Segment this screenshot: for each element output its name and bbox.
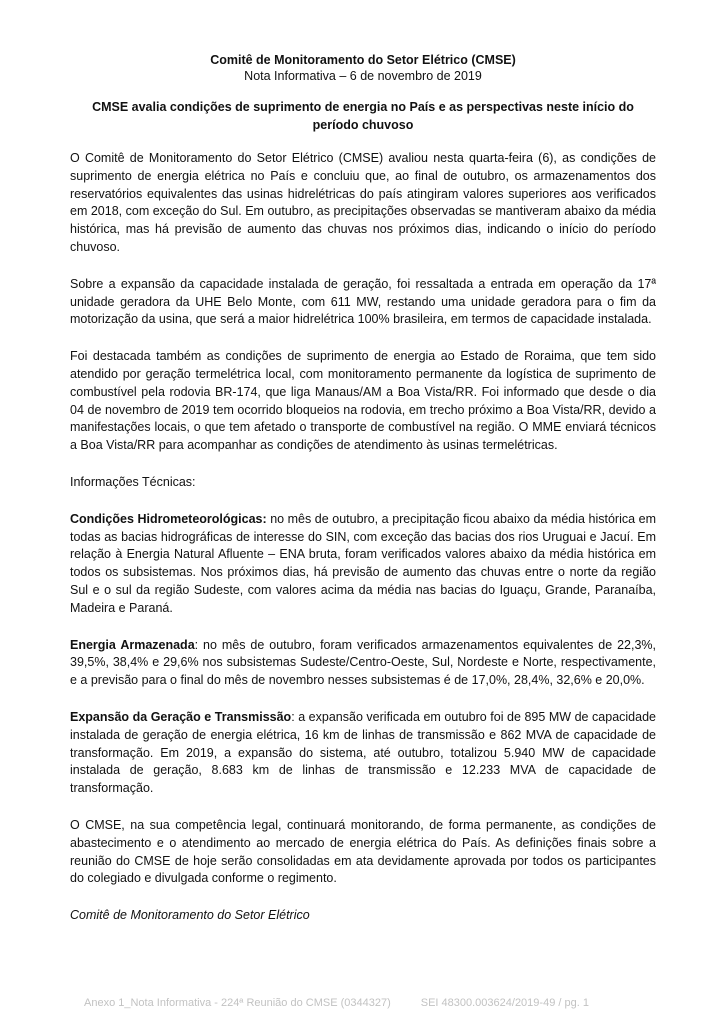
technical-heading: Informações Técnicas: xyxy=(70,474,196,489)
paragraph-storage xyxy=(70,637,656,690)
paragraph-expansion: Sobre a expansão da capacidade instalada de geração, foi ressaltada a entrada em operação da 17ª unidade geradora da UHE Belo Monte, com 611 MW, restando uma unidade geradora para o fim da motorização da usina, que será a maior hidrelétrica 100% brasileira, em termos de capacidade instalada. xyxy=(70,276,656,327)
paragraph-roraima: Foi destacada também as condições de suprimento de energia ao Estado de Roraima, que tem sido atendido por geração termelétrica local, com monitoramento permanente da logística de suprimento de combustível pela rodovia BR-174, que liga Manaus/AM a Boa Vista/RR. Foi informado que desde o dia 04 de novembro de 2019 tem ocorrido bloqueios na rodovia, em trecho próximo a Boa Vista/RR, devido a manifestações locais, o que tem afetado o transporte de combustível na região. O MME enviará técnicos a Boa Vista/RR para acompanhar as condições de atendimento às usinas termelétricas. xyxy=(70,349,656,453)
expansion-label: Expansão da Geração e Transmissão xyxy=(70,709,292,724)
storage-label: Energia Armazenada xyxy=(70,637,195,652)
expansion-text: : a expansão verificada em outubro foi de 895 MW de capacidade instalada de geração de energia elétrica, 16 km de linhas de transmissão e 862 MVA de capacidade de transformação. Em 2019, a expansão do sistema, até outubro, totalizou 5.940 MW de capacidade instalada de geração, 8.683 km de linhas de transmissão e 12.233 MVA de capacidade de transformação. xyxy=(70,709,656,796)
paragraph-closing: O CMSE, na sua competência legal, continuará monitorando, de forma permanente, as condições de abastecimento e o atendimento ao mercado de energia elétrica do País. As definições finais sobre a reunião do CMSE de hoje serão consolidadas em ata devidamente aprovada por todos os participantes do colegiado e divulgada conforme o regimento. xyxy=(70,817,656,886)
hydro-text: no mês de outubro, a precipitação ficou abaixo da média histórica em todas as bacias hidrográficas de interesse do SIN, com exceção das bacias dos rios Uruguai e Jacuí. Em relação à Energia Natural Afluente – ENA bruta, foram verificados valores abaixo da média histórica em todos os subsistemas. Nos próximos dias, há previsão de aumento das chuvas entre o norte da região Sul e o sul da região Sudeste, com valores acima da média nas bacias do Iguaçu, Grande, Paranaíba, Madeira e Paraná. xyxy=(70,511,656,615)
paragraph-hydro xyxy=(70,511,656,618)
paragraph-generation-transmission xyxy=(70,709,656,798)
document-subtitle: Nota Informativa – 6 de novembro de 2019 xyxy=(244,69,482,83)
document-title: Comitê de Monitoramento do Setor Elétrico (CMSE) xyxy=(210,53,516,67)
hydro-label: Condições Hidrometeorológicas: xyxy=(70,511,267,526)
footer-document-ref: Anexo 1_Nota Informativa - 224ª Reunião do CMSE (0344327) xyxy=(84,997,391,1009)
footer-sei-ref: SEI 48300.003624/2019-49 / pg. 1 xyxy=(420,997,589,1009)
page-footer xyxy=(84,997,644,1009)
storage-text: : no mês de outubro, foram verificados armazenamentos equivalentes de 22,3%, 39,5%, 38,4% e 29,6% nos subsistemas Sudeste/Centro-Oeste, Sul, Nordeste e Norte, respectivamente, e a previsão para o final do mês de novembro nesses subsistemas é de 17,0%, 28,4%, 32,6% e 20,0%. xyxy=(70,637,656,688)
headline: CMSE avalia condições de suprimento de energia no País e as perspectivas neste início do período chuvoso xyxy=(92,100,634,132)
paragraph-intro: O Comitê de Monitoramento do Setor Elétrico (CMSE) avaliou nesta quarta-feira (6), as condições de suprimento de energia elétrica no País e concluiu que, ao final de outubro, os armazenamentos dos reservatórios equivalentes das usinas hidrelétricas do país atingiram valores superiores aos verificados em 2018, com exceção do Sul. Em outubro, as precipitações observadas se mantiveram abaixo da média histórica, mas há previsão de aumento das chuvas nos próximos dias, indicando o início do período chuvoso. xyxy=(70,151,656,254)
document-body xyxy=(70,52,656,925)
signature: Comitê de Monitoramento do Setor Elétrico xyxy=(70,908,310,923)
